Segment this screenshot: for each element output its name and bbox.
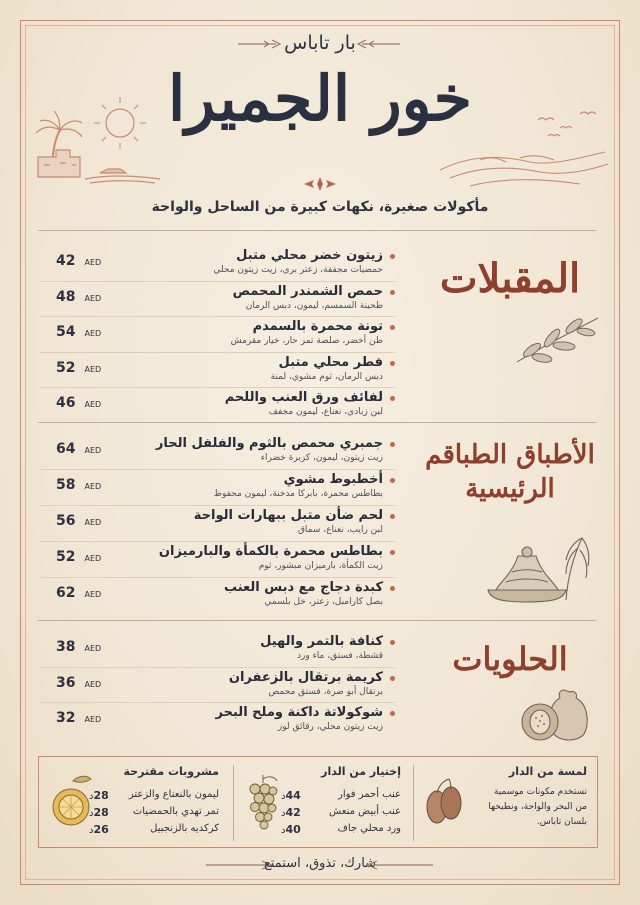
item-description: دبس الرمان، ثوم مشوي، لمنة [270,371,383,382]
item-name: شوكولاتة داكنة وملح البحر [215,705,383,720]
item-description: برتقال أبو صرة، فستق محمص [268,686,383,697]
tagine-icon [478,520,598,610]
note-line: بلسان تاباس. [536,817,587,827]
item-description: قشطة، فستق، ماء ورد [297,651,383,661]
section-divider [38,230,596,231]
mains-list [40,434,395,614]
ornament-icon [300,176,340,192]
section-title-line: الأطباق الطباقم [425,440,595,470]
item-name: فطر محلي متبل [278,354,383,370]
bullet-icon [390,290,395,295]
item-price: 48 AED [56,288,102,305]
menu-item [40,668,395,704]
column-divider [413,765,414,841]
bar-overline: بار تاباس [284,32,356,54]
item-price: 54 AED [56,324,102,340]
bullet-icon [390,254,395,259]
item-price: 42 AED [56,253,102,269]
starters-list [40,246,395,424]
house-touch-title: لمسة من الدار [508,765,587,778]
birds-icon [440,100,610,190]
bullet-icon [390,676,395,681]
item-name: أخطبوط مشوي [283,472,383,487]
tagline: مأكولات صغيرة، نكهات كبيرة من الساحل والواحة [151,199,489,215]
drinks-list [89,789,219,840]
item-price: 58 AED [56,477,102,493]
footer-slogan: شارك، تذوق، استمتع [263,856,377,871]
item-price: 46 AED [56,395,102,411]
menu-item [40,353,395,389]
item-name: كريمة برتقال بالزعفران [228,669,383,685]
item-price: 52 AED [56,549,102,565]
item-description: زيت الكمأة، بارميزان مبشور، ثوم [258,561,383,571]
item-name: كنافة بالتمر والهيل [260,634,383,649]
house-pick-title: إختيار من الدار [321,765,401,778]
menu-item [40,317,395,353]
house-pick-list [281,789,401,840]
item-name: بطاطس محمرة بالكمأة والبارميزان [158,544,383,559]
bullet-icon [390,396,395,401]
note-line: نستخدم مكونات موسمية [494,787,587,797]
bullet-icon [390,640,395,645]
item-name: لحم ضأن متبل ببهارات الواحة [193,508,383,523]
item-description: طن أخضر، صلصة تمر حار، خيار مقرمش [230,336,383,346]
menu-item [40,388,395,424]
item-price: 32 AED [56,710,102,726]
drink-row: عنب أحمر فوار 44د [281,789,401,802]
item-price: 38 AED [56,639,102,655]
item-price: 36 AED [56,674,102,691]
item-name: زيتون خضر محلي متبل [236,248,383,263]
drink-row: ليمون بالنعناع والزعتر 28د [89,789,219,802]
bullet-icon [390,514,395,519]
item-price: 64 AED [56,441,102,457]
item-description: بطاطس محمرة، بابركا مدخنة، ليمون محفوظ [213,489,383,499]
menu-item [40,703,395,739]
menu-item [40,632,395,668]
menu-item [40,506,395,542]
column-divider [233,765,234,841]
item-name: لفائف ورق العنب واللحم [224,390,383,405]
item-price: 62 AED [56,585,102,601]
item-name: كبدة دجاج مع دبس العنب [223,580,383,595]
menu-item [40,246,395,282]
item-description: لبن زبادي، نعناع، ليمون مجفف [268,407,383,417]
bullet-icon [390,325,395,330]
item-description: زيت زيتون، ليمون، كزبرة خضراء [260,453,383,463]
house-touch-panel [415,757,595,849]
bullet-icon [390,586,395,591]
section-title-line: الرئيسية [465,474,555,504]
item-description: لبن رايب، نعناع، سماق [297,525,383,535]
item-name: حمص الشمندر المحمص [232,283,383,299]
house-pick-panel [235,757,411,849]
fig-icon [514,684,594,744]
section-title-mains [418,438,602,506]
menu-item [40,578,395,614]
drink-row: ورد محلي جاف 40د [281,823,401,836]
info-box [38,756,598,848]
menu-item [40,434,395,470]
palm-tree-icon [30,95,170,185]
house-touch-note [488,785,587,830]
section-title-starters: المقبلات [439,255,581,302]
olive-branch-icon [512,312,602,367]
menu-item [40,282,395,318]
bullet-icon [390,711,395,716]
ornament-icon [365,860,435,870]
item-description: طحينة السمسم، ليمون، دبس الرمان [245,300,383,311]
grapes-icon [243,773,283,833]
item-description: بصل كارامبل، زعتر، خل بلسمي [264,597,383,607]
item-description: زيت زيتون محلي، رقائق لوز [277,722,383,732]
bullet-icon [390,361,395,366]
menu-item [40,542,395,578]
menu-item [40,470,395,506]
desserts-list [40,632,395,739]
section-title-desserts: الحلويات [452,640,568,678]
drinks-title: مشروبات مقترحة [123,765,219,778]
item-name: تونة محمرة بالسمدم [252,319,383,334]
ornament-icon [356,38,402,50]
item-name: جمبري محمص بالثوم والفلفل الحار [155,436,383,451]
item-price: 56 AED [56,513,102,529]
drink-row: عنب أبيض منعش 42د [281,806,401,819]
note-line: من البحر والواحة، ونطبخها [488,802,587,812]
drink-row: تمر تهدي بالحمضيات 28د [89,806,219,819]
drinks-panel [43,757,231,849]
citrus-icon [49,773,95,833]
section-divider [38,620,596,621]
bullet-icon [390,442,395,447]
item-description: حمضيات مجففة، زعتر بري، زيت زيتون محلي [213,265,383,275]
bullet-icon [390,550,395,555]
item-price: 52 AED [56,359,102,376]
restaurant-title: خور الجميرا [167,62,472,135]
drink-row: كركديه بالزنجبيل 26د [89,823,219,836]
bullet-icon [390,478,395,483]
dates-icon [421,775,467,835]
